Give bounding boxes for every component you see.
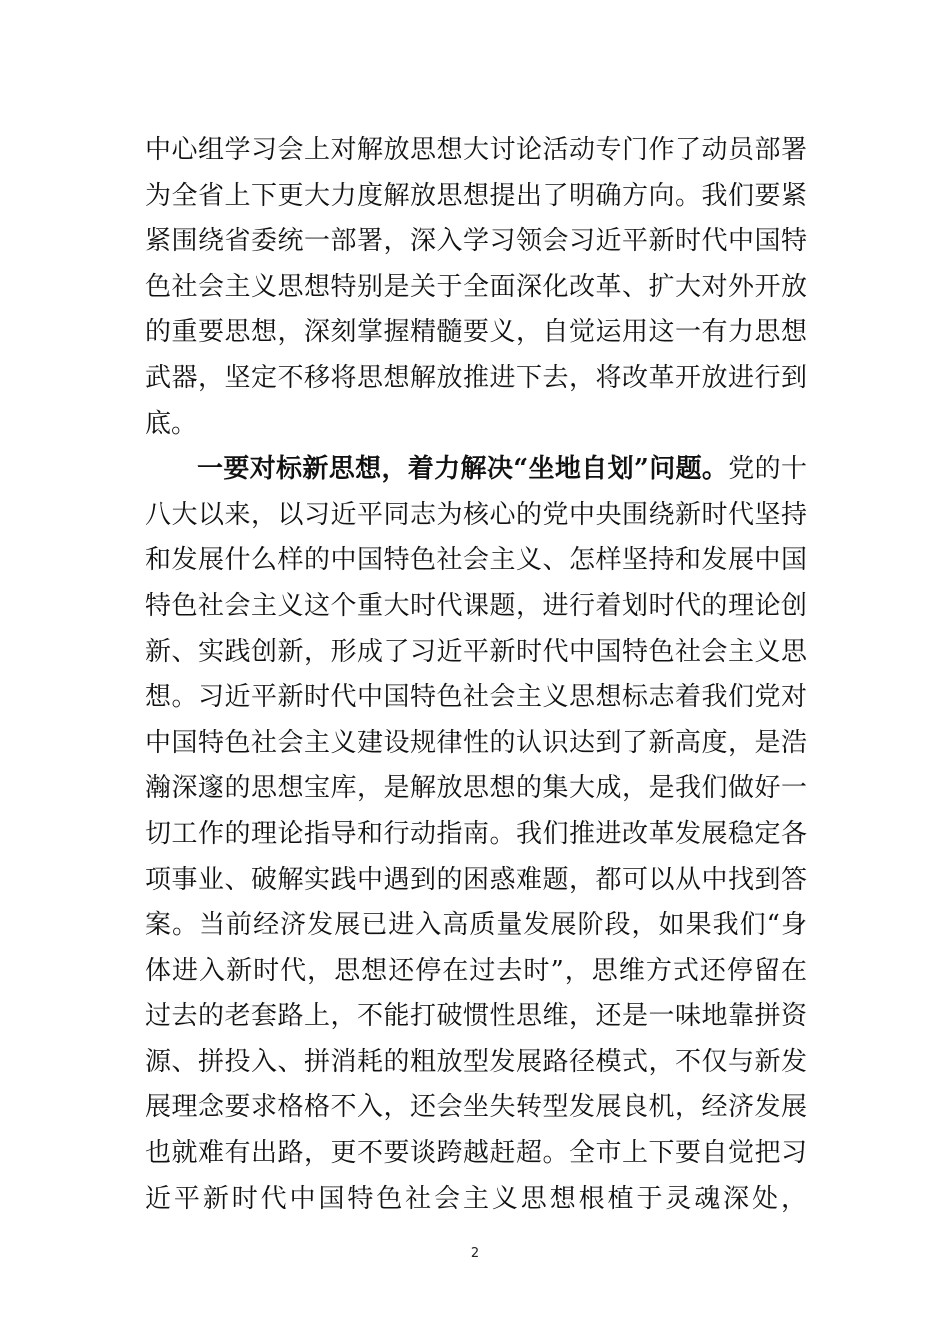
- body-text: [145, 128, 807, 1222]
- paragraph-1: 中心组学习会上对解放思想大讨论活动专门作了动员部署为全省上下更大力度解放思想提出了明确方向。我们要紧紧围绕省委统一部署，深入学习领会习近平新时代中国特色社会主义思想特别是关于全面深化改革、扩大对外开放的重要思想，深刻掌握精髓要义，自觉运用这一有力思想武器，坚定不移将思想解放推进下去，将改革开放进行到底。: [145, 135, 807, 439]
- page-number: 2: [470, 1246, 480, 1261]
- paragraph-2-body: 党的十八大以来，以习近平同志为核心的党中央围绕新时代坚持和发展什么样的中国特色社会主义、怎样坚持和发展中国特色社会主义这个重大时代课题，进行着划时代的理论创新、实践创新，形成了习近平新时代中国特色社会主义思想。习近平新时代中国特色社会主义思想标志着我们党对中国特色社会主义建设规律性的认识达到了新高度，是浩瀚深邃的思想宝库，是解放思想的集大成，是我们做好一切工作的理论指导和行动指南。我们推进改革发展稳定各项事业、破解实践中遇到的困惑难题，都可以从中找到答案。当前经济发展已进入高质量发展阶段，如果我们“身体进入新时代，思想还停在过去时”，思维方式还停留在过去的老套路上，不能打破惯性思维，还是一味地靠拼资源、拼投入、拼消耗的粗放型发展路径模式，不仅与新发展理念要求格格不入，还会坐失转型发展良机，经济发展也就难有出路，更不要谈跨越赶超。全市上下要自觉把习近平新时代中国特色社会主义思想根植于灵魂深处，: [145, 454, 807, 1214]
- paragraph-2: [145, 447, 807, 1222]
- paragraph-2-heading: 一要对标新思想，着力解决“坐地自划”问题。: [197, 454, 729, 485]
